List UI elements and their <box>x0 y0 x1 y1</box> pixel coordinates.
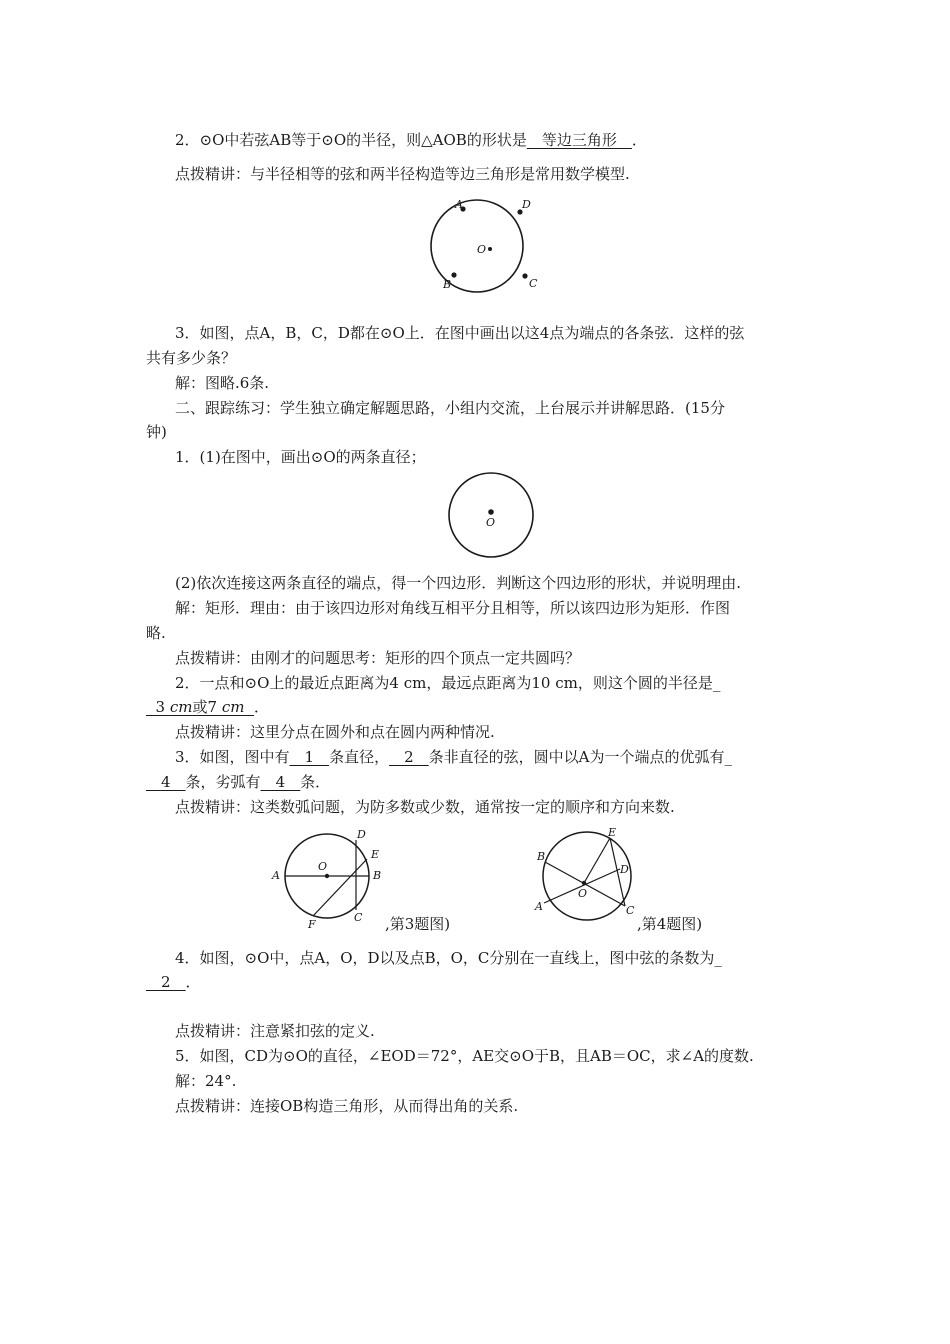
figure-3 <box>268 828 386 936</box>
p3-blank1: __1__ <box>289 748 330 766</box>
label-d: D <box>620 863 629 876</box>
p3-t1: 3．如图，图中有 <box>175 748 290 766</box>
point-c-dot <box>522 273 527 278</box>
fig3-caption: ,第3题图) <box>385 915 451 933</box>
center-dot <box>582 881 586 885</box>
figure-4 <box>528 826 646 930</box>
q2-prefix: 2．⊙O中若弦AB等于⊙O的半径，则△AOB的形状是 <box>175 131 527 149</box>
label-b: B <box>373 869 382 882</box>
section2-line1: 二、跟踪练习：学生独立确定解题思路，小组内交流，上台展示并讲解思路．(15分 <box>175 399 725 417</box>
p1-solution-line1: 解：矩形．理由：由于该四边形对角线互相平分且相等，所以该四边形为矩形．作图 <box>175 599 731 617</box>
q3-solution: 解：图略.6条. <box>175 374 270 392</box>
label-c: C <box>626 904 635 917</box>
p3-t3: 条非直径的弦，圆中以A为一个端点的优弧有_ <box>428 748 732 766</box>
label-d: D <box>357 828 366 841</box>
figure-circle-abcd <box>420 195 550 305</box>
label-c: C <box>529 277 538 290</box>
q3-line1: 3．如图，点A，B，C，D都在⊙O上．在图中画出以这4点为端点的各条弦．这样的弦 <box>175 324 745 342</box>
p2-unit-b: cm <box>221 698 245 716</box>
p3-hint: 点拨精讲：这类数弧问题，为防多数或少数，通常按一定的顺序和方向来数. <box>175 798 675 816</box>
p3-line1 <box>175 747 732 767</box>
section2-line2: 钟) <box>146 423 167 441</box>
p3-t4: 条，劣弧有 <box>185 773 261 791</box>
label-o: O <box>486 516 496 529</box>
label-f: F <box>308 918 316 931</box>
p5-line1: 5．如图，CD为⊙O的直径，∠EOD＝72°，AE交⊙O于B，且AB＝OC，求∠A的度数. <box>175 1047 754 1065</box>
p2-hint: 点拨精讲：这里分点在圆外和点在圆内两种情况. <box>175 723 495 741</box>
p2-line1: 2．一点和⊙O上的最近点距离为4 cm，最远点距离为10 cm，则这个圆的半径是_ <box>175 674 721 692</box>
q2-line <box>175 130 647 150</box>
q3-line2: 共有多少条？ <box>146 349 237 367</box>
p2-or: 或 <box>192 698 208 716</box>
label-o: O <box>477 243 487 256</box>
label-o: O <box>318 860 328 873</box>
fig4-caption: ,第4题图) <box>637 915 703 933</box>
label-a: A <box>535 900 543 913</box>
p3-t5: 条． <box>300 773 331 791</box>
q2-hint: 点拨精讲：与半径相等的弦和两半径构造等边三角形是常用数学模型. <box>175 165 630 183</box>
p1-part1: 1．(1)在图中，画出⊙O的两条直径； <box>175 448 426 466</box>
q2-suffix: ． <box>631 131 647 149</box>
label-b: B <box>443 278 452 291</box>
figure-circle-o <box>445 472 539 562</box>
point-b-dot <box>451 272 456 277</box>
p5-hint: 点拨精讲：连接OB构造三角形，从而得出角的关系. <box>175 1097 519 1115</box>
chord-eo <box>584 838 610 883</box>
p4-end: ． <box>185 973 201 991</box>
q2-answer: __等边三角形__ <box>526 131 632 149</box>
label-e: E <box>608 826 617 839</box>
p2-answer-blank <box>146 698 254 716</box>
center-dot <box>325 874 329 878</box>
label-o: O <box>578 887 588 900</box>
p2-unit-a: cm <box>169 698 193 716</box>
p2-answer-b: 7 <box>207 698 218 716</box>
p3-blank3: __4__ <box>146 773 186 791</box>
p2-answer-line <box>146 697 269 717</box>
point-o-dot <box>488 247 492 251</box>
p3-t2: 条直径， <box>329 748 390 766</box>
p2-answer-a: 3 <box>155 698 166 716</box>
p3-blank4: __4__ <box>260 773 301 791</box>
label-b: B <box>537 850 546 863</box>
p1-part2: (2)依次连接这两条直径的端点，得一个四边形．判断这个四边形的形状，并说明理由. <box>175 574 742 592</box>
p3-line2 <box>146 772 330 792</box>
label-d: D <box>522 198 531 211</box>
p1-hint: 点拨精讲：由刚才的问题思考：矩形的四个顶点一定共圆吗？ <box>175 649 581 667</box>
p1-solution-line2: 略. <box>146 624 166 642</box>
label-e: E <box>371 848 380 861</box>
p5-solution: 解：24°. <box>175 1072 237 1090</box>
p3-blank2: __2__ <box>389 748 429 766</box>
p4-line1: 4．如图，⊙O中，点A，O，D以及点B，O，C分别在一直线上，图中弦的条数为_ <box>175 949 722 967</box>
p4-answer: __2__ <box>146 973 186 991</box>
label-a: A <box>272 869 280 882</box>
p4-hint: 点拨精讲：注意紧扣弦的定义. <box>175 1022 375 1040</box>
p2-end: ． <box>254 698 270 716</box>
p4-answer-line <box>146 972 201 992</box>
label-c: C <box>354 911 363 924</box>
label-a: A <box>455 198 463 211</box>
circle <box>449 473 533 557</box>
center-dot <box>488 509 494 515</box>
